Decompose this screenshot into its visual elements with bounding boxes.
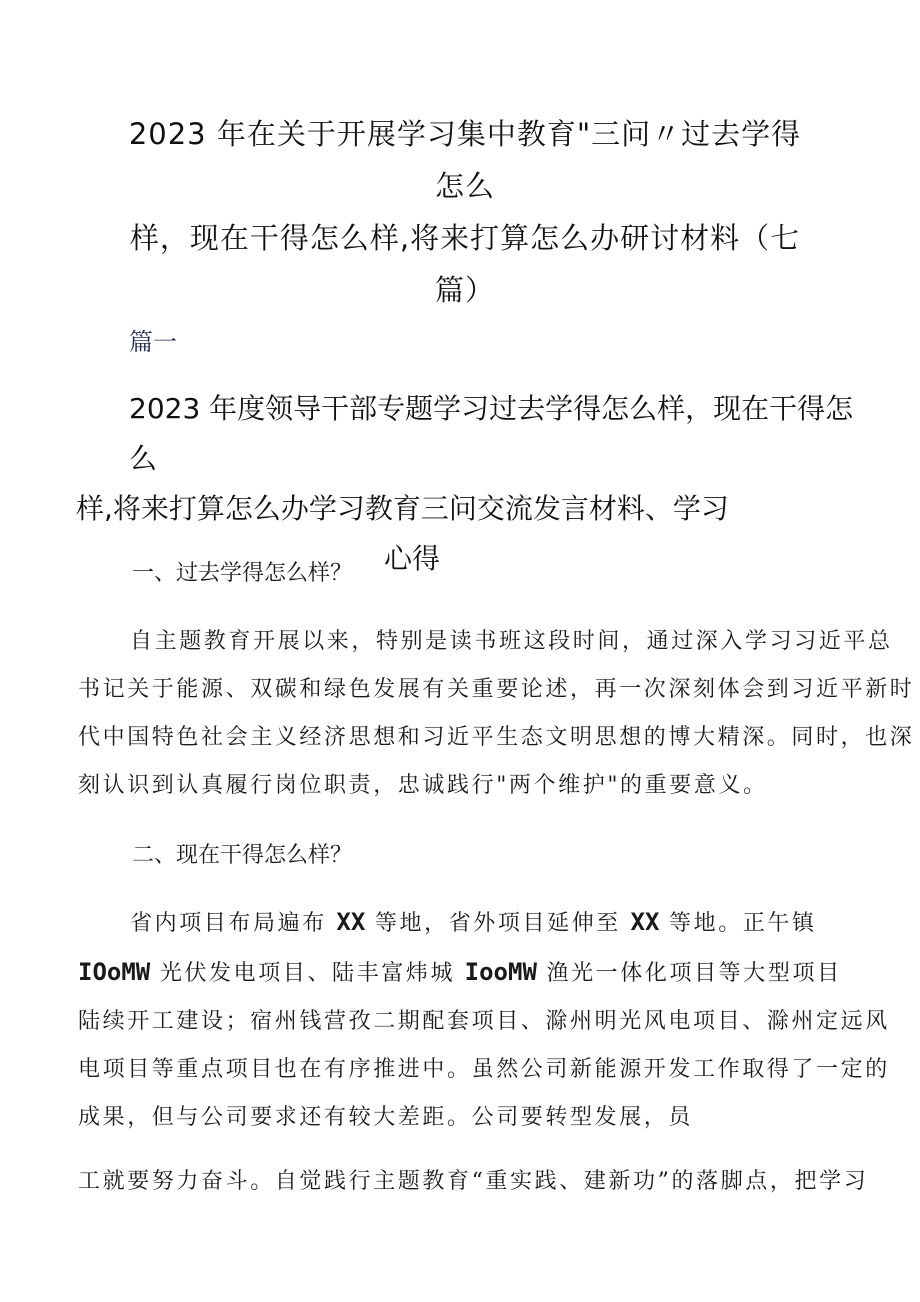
subtitle-line: 心得 [383, 542, 440, 575]
text-segment: 省内项目布局遍布 [130, 911, 327, 936]
text-segment: 等地，省外项目延伸至 [374, 911, 621, 936]
text-segment: 光伏发电项目、陆丰富炜城 [159, 961, 456, 986]
section-2-paragraph [78, 898, 890, 1142]
paragraph-line: 成果，但与公司要求还有较大差距。公司要转型发展，员 [78, 1105, 694, 1130]
paragraph-line: 工就要努力奋斗。自觉践行主题教育“重实践、建新功”的落脚点，把学习 [78, 1169, 869, 1194]
subtitle-line: 样,将来打算怎么办学习教育三问交流发言材料、学习 [76, 492, 729, 525]
paragraph-line: 自主题教育开展以来，特别是读书班这段时间，通过深入学习习近平总 [130, 629, 893, 654]
document-title [120, 108, 810, 316]
placeholder-xx: XX [336, 908, 366, 936]
title-line: 篇） [434, 273, 495, 307]
text-segment: 等地。正午镇 [669, 911, 817, 936]
title-line: 样，现在干得怎么样,将来打算怎么办研讨材料（七 [129, 221, 801, 255]
paragraph-line: 电项目等重点项目也在有序推进中。虽然公司新能源开发工作取得了一定的 [78, 1057, 890, 1082]
section-1-paragraph [78, 618, 915, 810]
paragraph-line [78, 948, 858, 998]
paragraph-line [78, 898, 858, 948]
subtitle-line: 2023 年度领导干部专题学习过去学得怎么样，现在干得怎么 [129, 392, 854, 475]
section-heading-1: 一、过去学得怎么样？ [132, 561, 353, 586]
text-segment: 渔光一体化项目等大型项目 [546, 961, 842, 986]
capacity-value: IooMW [464, 958, 537, 986]
article-subtitle [76, 384, 856, 584]
paragraph-line: 陆续开工建设；宿州钱营孜二期配套项目、滁州明光风电项目、滁州定远风 [78, 1009, 890, 1034]
title-line: 2023 年在关于开展学习集中教育"三问〃过去学得怎么 [128, 117, 802, 203]
part-label: 篇一 [129, 328, 177, 356]
paragraph-line: 书记关于能源、双碳和绿色发展有关重要论述，再一次深刻体会到习近平新时 [78, 677, 915, 702]
continuation-paragraph [78, 1158, 869, 1206]
section-heading-2: 二、现在干得怎么样？ [132, 843, 353, 868]
paragraph-line: 刻认识到认真履行岗位职责，忠诚践行"两个维护"的重要意义。 [78, 773, 768, 798]
capacity-value: IOoMW [78, 958, 151, 986]
placeholder-xx: XX [630, 908, 660, 936]
paragraph-line: 代中国特色社会主义经济思想和习近平生态文明思想的博大精深。同时，也深 [78, 725, 915, 750]
